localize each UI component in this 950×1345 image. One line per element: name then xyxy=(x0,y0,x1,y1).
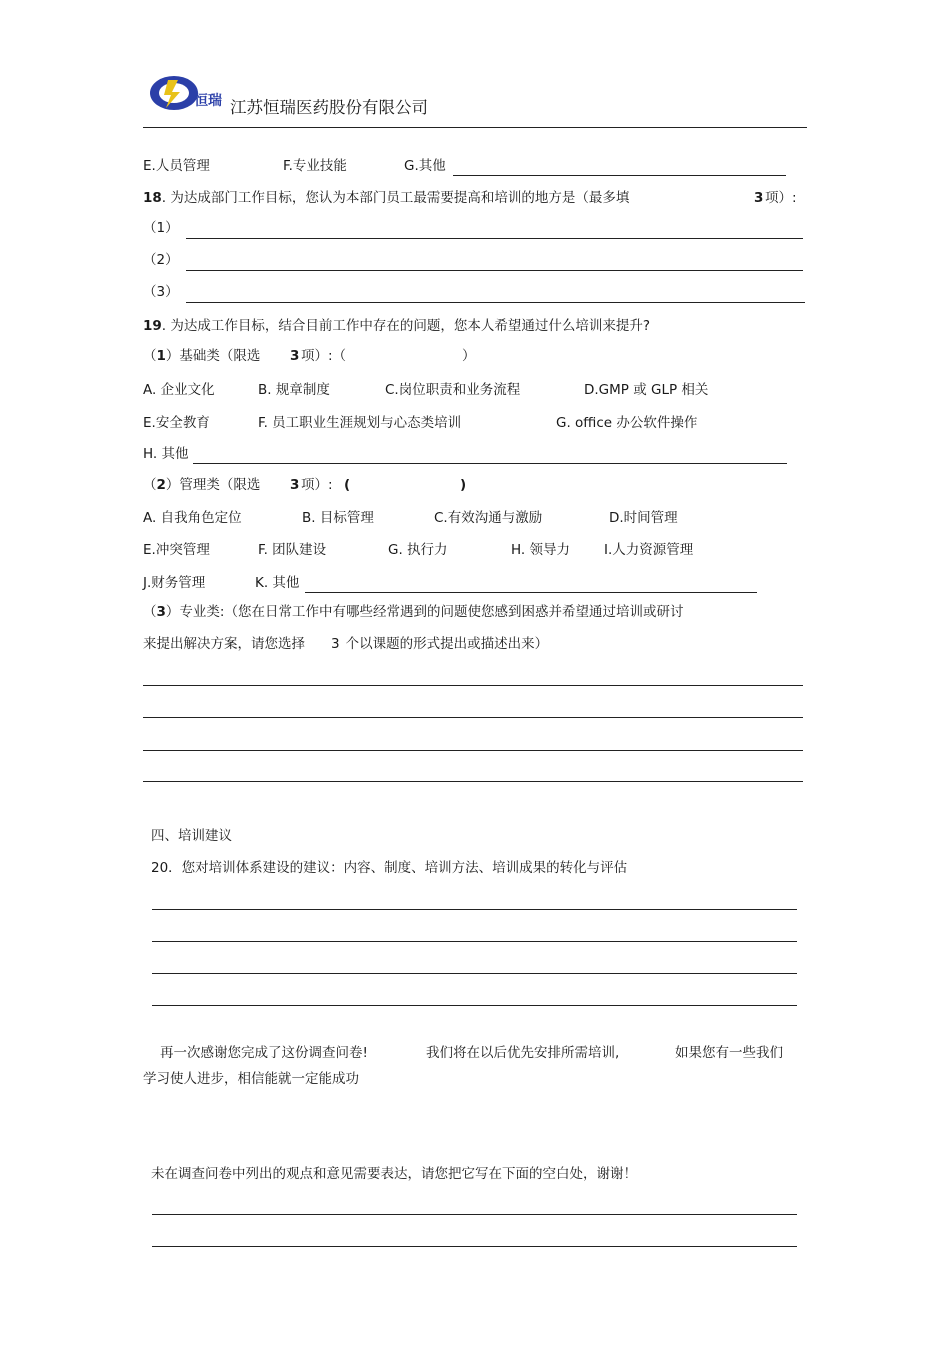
thanks-part-2: 我们将在以后优先安排所需培训, xyxy=(426,1045,620,1061)
basic-option-b: B. 规章制度 xyxy=(258,382,330,398)
professional-answer-line-4[interactable] xyxy=(143,781,803,782)
q18-text: . 为达成部门工作目标，您认为本部门员工最需要提高和培训的地方是（最多填 xyxy=(161,190,630,206)
q19-management-limit-tail: 项）: xyxy=(301,477,333,493)
company-name: 江苏恒瑞医药股份有限公司 xyxy=(230,98,428,117)
management-option-f: F. 团队建设 xyxy=(258,542,327,558)
management-option-d: D.时间管理 xyxy=(609,510,678,526)
professional-answer-line-2[interactable] xyxy=(143,717,803,718)
basic-option-d: D.GMP 或 GLP 相关 xyxy=(584,382,709,398)
header-divider xyxy=(143,127,807,128)
q20-question: 20．您对培训体系建设的建议：内容、制度、培训方法、培训成果的转化与评估 xyxy=(151,860,628,876)
q19-professional-line2: 来提出解决方案，请您选择 3 个以课题的形式提出或描述出来） xyxy=(143,636,549,652)
q18-number: 18 xyxy=(143,190,162,206)
q18-item-3-line[interactable] xyxy=(186,302,805,303)
q20-answer-line-3[interactable] xyxy=(152,973,797,974)
thanks-part-1: 再一次感谢您完成了这份调查问卷! xyxy=(160,1045,368,1061)
closing-answer-line-2[interactable] xyxy=(152,1246,797,1247)
q18-item-1-line[interactable] xyxy=(186,238,803,239)
section4-title: 四、培训建议 xyxy=(151,828,232,844)
basic-option-f: F. 员工职业生涯规划与心态类培训 xyxy=(258,415,462,431)
q18-tail: 项）: xyxy=(765,190,797,206)
q17-option-g: G.其他 xyxy=(404,158,446,174)
management-option-i: I.人力资源管理 xyxy=(604,542,694,558)
q19-question xyxy=(143,320,650,334)
basic-option-g: G. office 办公软件操作 xyxy=(556,415,698,431)
thanks-line-2: 学习使人进步，相信能就一定能成功 xyxy=(143,1071,359,1087)
q18-question xyxy=(143,192,629,206)
q19-management-heading: （2）管理类（限选 xyxy=(143,477,261,493)
q20-answer-line-2[interactable] xyxy=(152,941,797,942)
q19-management-open-paren: ( xyxy=(344,477,351,493)
closing-answer-line-1[interactable] xyxy=(152,1214,797,1215)
company-logo xyxy=(148,72,230,114)
q19-basic-close: ） xyxy=(462,348,476,364)
logo-text: 恒瑞 xyxy=(194,93,222,109)
q17-option-f: F.专业技能 xyxy=(283,158,347,174)
q20-answer-line-1[interactable] xyxy=(152,909,797,910)
professional-answer-line-3[interactable] xyxy=(143,750,803,751)
q19-basic-heading: （1）基础类（限选 xyxy=(143,348,261,364)
professional-answer-line-1[interactable] xyxy=(143,685,803,686)
q18-item-2-line[interactable] xyxy=(186,270,803,271)
management-option-b: B. 目标管理 xyxy=(302,510,374,526)
basic-option-h: H. 其他 xyxy=(143,446,189,462)
q20-answer-line-4[interactable] xyxy=(152,1005,797,1006)
q19-management-limit: 3 xyxy=(290,477,300,493)
management-option-k: K. 其他 xyxy=(255,575,300,591)
management-option-g: G. 执行力 xyxy=(388,542,448,558)
thanks-part-3: 如果您有一些我们 xyxy=(675,1045,783,1061)
q17-option-e: E.人员管理 xyxy=(143,158,210,174)
closing-note: 未在调查问卷中列出的观点和意见需要表达，请您把它写在下面的空白处，谢谢！ xyxy=(151,1166,637,1182)
q19-basic-limit: 3 xyxy=(290,348,300,364)
q19-management-close-paren: ) xyxy=(460,477,467,493)
basic-other-input-line[interactable] xyxy=(193,463,787,464)
management-option-j: J.财务管理 xyxy=(143,575,206,591)
q18-item-2-label: （2） xyxy=(143,252,179,268)
management-option-a: A. 自我角色定位 xyxy=(143,510,242,526)
basic-option-e: E.安全教育 xyxy=(143,415,210,431)
q19-text: . 为达成工作目标，结合目前工作中存在的问题，您本人希望通过什么培训来提升? xyxy=(161,318,651,334)
management-other-input-line[interactable] xyxy=(305,592,757,593)
basic-option-a: A. 企业文化 xyxy=(143,382,215,398)
q18-count: 3 xyxy=(754,190,764,206)
q18-item-3-label: （3） xyxy=(143,284,179,300)
management-option-c: C.有效沟通与激励 xyxy=(434,510,543,526)
q19-basic-limit-tail: 项）:（ xyxy=(301,348,347,364)
management-option-h: H. 领导力 xyxy=(511,542,570,558)
q19-number: 19 xyxy=(143,318,162,334)
management-option-e: E.冲突管理 xyxy=(143,542,210,558)
basic-option-c: C.岗位职责和业务流程 xyxy=(385,382,521,398)
q17-other-input-line[interactable] xyxy=(453,175,786,176)
q19-professional-heading: （3）专业类:（您在日常工作中有哪些经常遇到的问题使您感到困惑并希望通过培训或研讨 xyxy=(143,604,684,620)
q18-item-1-label: （1） xyxy=(143,220,179,236)
